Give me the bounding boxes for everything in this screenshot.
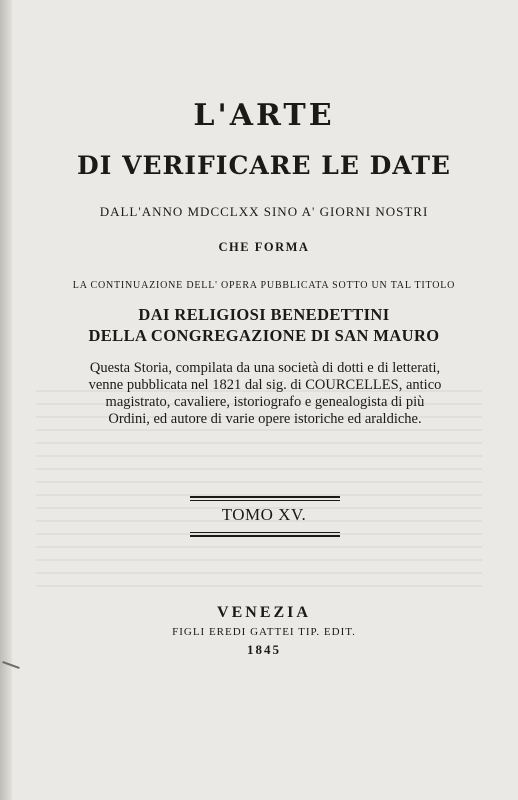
imprint-printer: FIGLI EREDI GATTEI TIP. EDIT.	[172, 626, 356, 638]
authors-line-2: DELLA CONGREGAZIONE DI SAN MAURO	[88, 326, 440, 345]
volume-rule-bottom-thin	[190, 532, 340, 533]
authors-line-1: DAI RELIGIOSI BENEDETTINI	[138, 305, 390, 324]
description-paragraph	[64, 360, 466, 428]
description-line: Questa Storia, compilata da una società di dotti e di letterati,	[89, 360, 441, 376]
date-range-line: DALL'ANNO MDCCLXX SINO A' GIORNI NOSTRI	[99, 204, 429, 219]
imprint-year: 1845	[247, 642, 281, 657]
description-line: magistrato, cavaliere, istoriografo e genealogista di più	[105, 394, 425, 410]
volume-number: TOMO XV.	[221, 505, 307, 524]
volume-rule-top-thin	[190, 500, 340, 501]
title-page-content	[40, 0, 488, 800]
volume-rule-top	[190, 496, 340, 498]
description-line: Ordini, ed autore di varie opere istoriche ed araldiche.	[108, 411, 422, 427]
book-subtitle: DI VERIFICARE LE DATE	[77, 151, 451, 180]
description-line: venne pubblicata nel 1821 dal sig. di COURCELLES, antico	[88, 377, 442, 393]
volume-rule-bottom	[190, 535, 340, 537]
page-gutter	[0, 0, 12, 800]
imprint-city: VENEZIA	[217, 604, 311, 621]
che-forma-line: CHE FORMA	[218, 240, 310, 254]
book-title: L'ARTE	[193, 98, 335, 133]
continuation-line: LA CONTINUAZIONE DELL' OPERA PUBBLICATA SOTTO UN TAL TITOLO	[72, 280, 456, 291]
